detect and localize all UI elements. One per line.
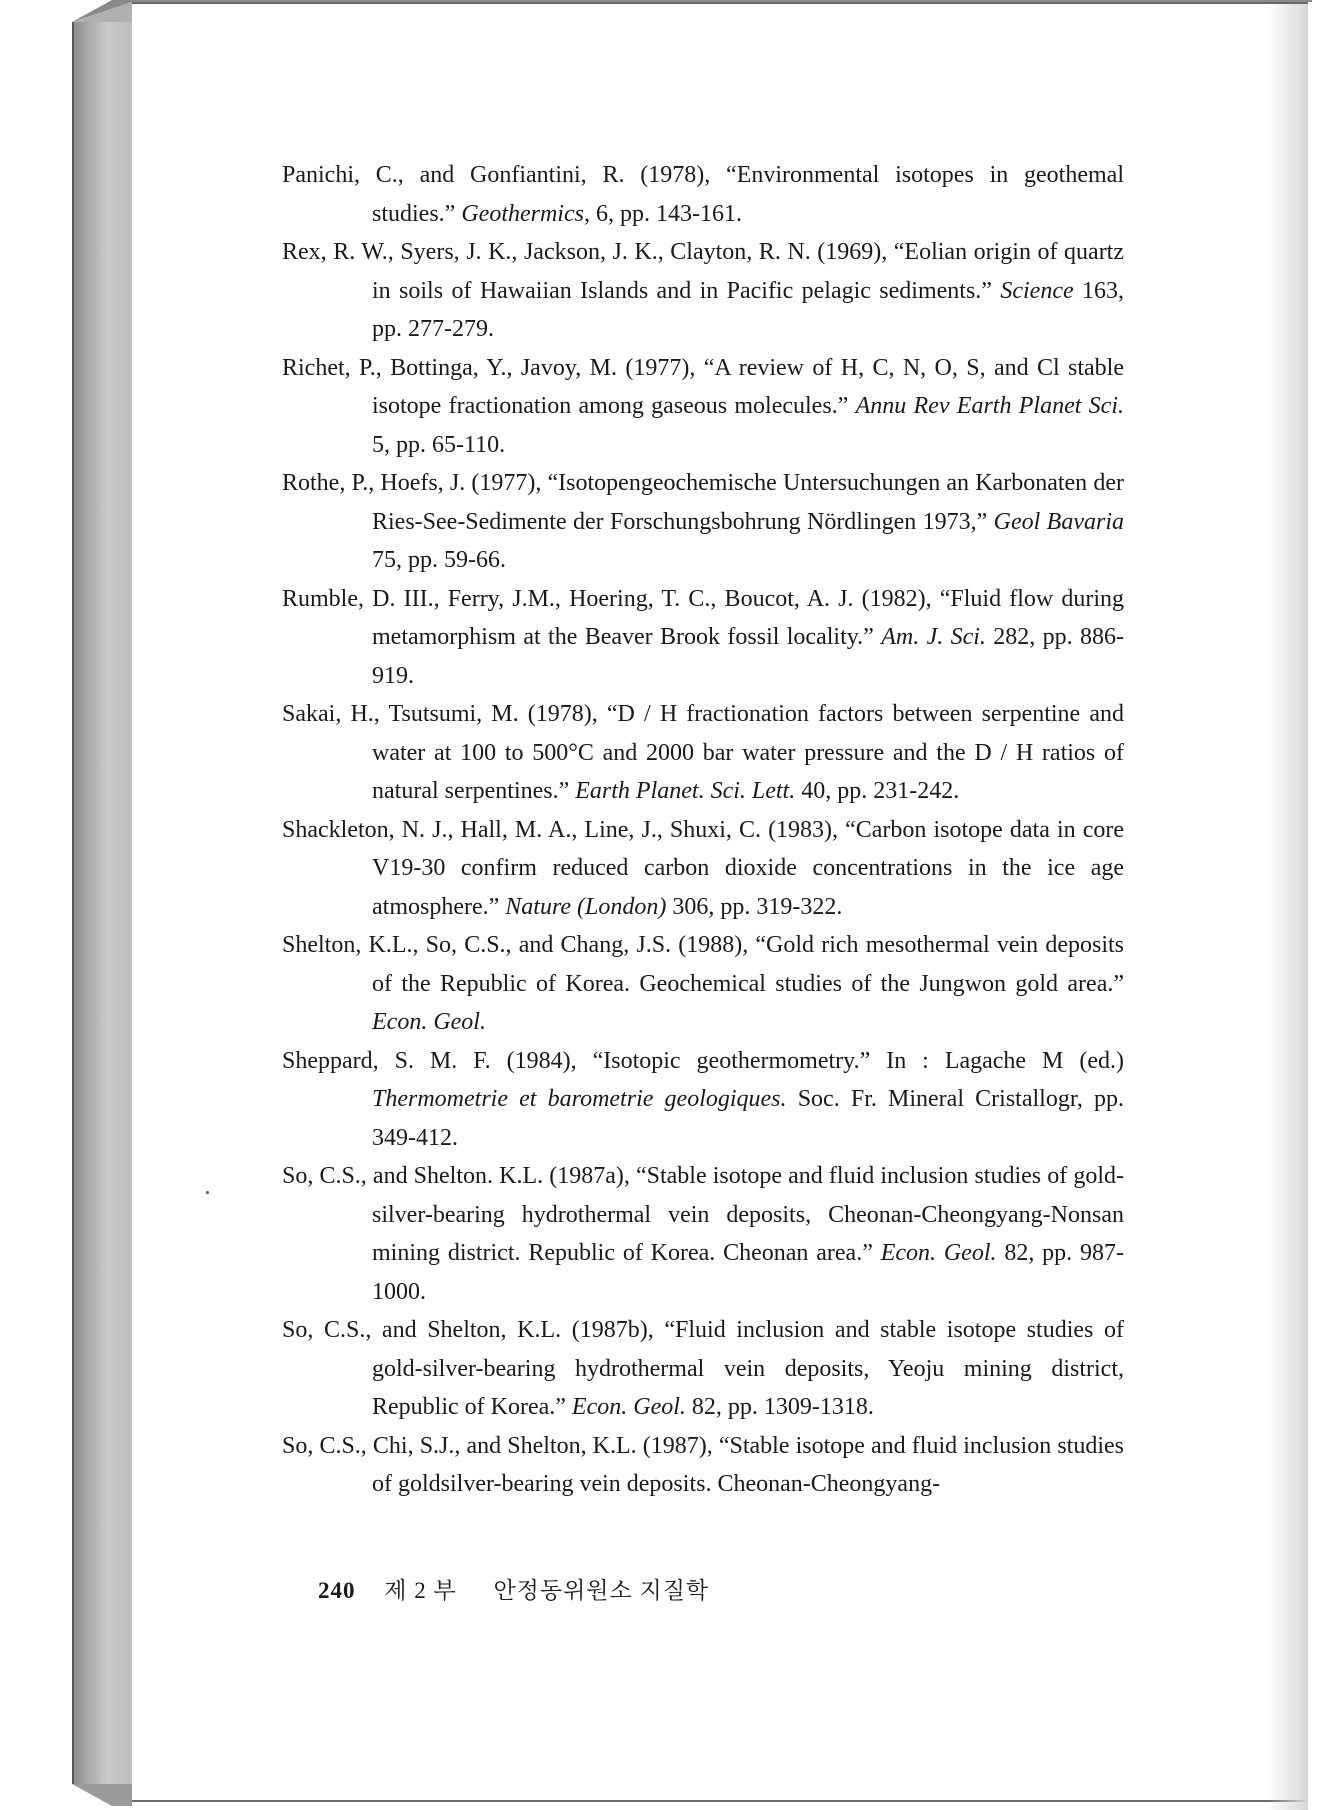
reference-entry: Shackleton, N. J., Hall, M. A., Line, J., Shuxi, C. (1983), “Carbon isotope data in core V19-30 confirm reduced carbon dioxide concentrations in the ice age atmosphere.” Nature (London) 306, pp. 319-322.: [282, 816, 1124, 920]
reference-entry: Sakai, H., Tsutsumi, M. (1978), “D / H fractionation factors between serpentine and water at 100 to 500°C and 2000 bar water pressure and the D / H ratios of natural serpentines.” Earth Planet. Sci. Lett. 40, pp. 231-242.: [282, 701, 1124, 804]
page-number: 240: [318, 1578, 356, 1603]
reference-entry: So, C.S., and Shelton. K.L. (1987a), “Stable isotope and fluid inclusion studies of gold-silver-bearing hydrothermal vein deposits, Cheonan-Cheongyang-Nonsan mining district. Republic of Korea. Cheonan area.” Econ. Geol. 82, pp. 987-1000.: [282, 1163, 1125, 1305]
page-footer: [318, 1572, 709, 1605]
reference-entry: Rex, R. W., Syers, J. K., Jackson, J. K., Clayton, R. N. (1969), “Eolian origin of quartz in soils of Hawaiian Islands and in Pacific pelagic sediments.” Science 163, pp. 277-279.: [282, 239, 1125, 342]
reference-entry: Shelton, K.L., So, C.S., and Chang, J.S. (1988), “Gold rich mesothermal vein deposits of the Republic of Korea. Geochemical studies of the Jungwon gold area.” Econ. Geol.: [282, 932, 1124, 1035]
part-label: 제 2 부: [384, 1578, 457, 1603]
speck-mark: [206, 1191, 209, 1194]
reference-entry: Rothe, P., Hoefs, J. (1977), “Isotopengeochemische Untersuchungen an Karbonaten der Ries-See-Sedimente der Forschungsbohrung Nördlingen 1973,” Geol Bavaria 75, pp. 59-66.: [282, 470, 1124, 573]
page-edge-shadow: [1268, 4, 1308, 1810]
chapter-title: 안정동위원소 지질학: [493, 1578, 710, 1603]
book-spine: [72, 22, 134, 1784]
reference-entry: So, C.S., Chi, S.J., and Shelton, K.L. (1987), “Stable isotope and fluid inclusion studies of goldsilver-bearing vein deposits. Cheonan-Cheongyang-: [282, 1432, 1124, 1497]
reference-list: [282, 156, 1124, 1504]
reference-entry: So, C.S., and Shelton, K.L. (1987b), “Fluid inclusion and stable isotope studies of gold-silver-bearing hydrothermal vein deposits, Yeoju mining district, Republic of Korea.” Econ. Geol. 82, pp. 1309-1318.: [282, 1317, 1124, 1420]
reference-entry: Sheppard, S. M. F. (1984), “Isotopic geothermometry.” In : Lagache M (ed.) Thermometrie et barometrie geologiques. Soc. Fr. Mineral Cristallogr, pp. 349-412.: [282, 1047, 1125, 1151]
reference-entry: Richet, P., Bottinga, Y., Javoy, M. (1977), “A review of H, C, N, O, S, and Cl stable isotope fractionation among gaseous molecules.” Annu Rev Earth Planet Sci. 5, pp. 65-110.: [282, 354, 1124, 458]
book-bottom-edge: [72, 1784, 132, 1806]
reference-entry: Panichi, C., and Gonfiantini, R. (1978), “Environmental isotopes in geothemal studies.” Geothermics, 6, pp. 143-161.: [282, 162, 1124, 227]
reference-entry: Rumble, D. III., Ferry, J.M., Hoering, T. C., Boucot, A. J. (1982), “Fluid flow during metamorphism at the Beaver Brook fossil locality.” Am. J. Sci. 282, pp. 886-919.: [282, 585, 1125, 689]
